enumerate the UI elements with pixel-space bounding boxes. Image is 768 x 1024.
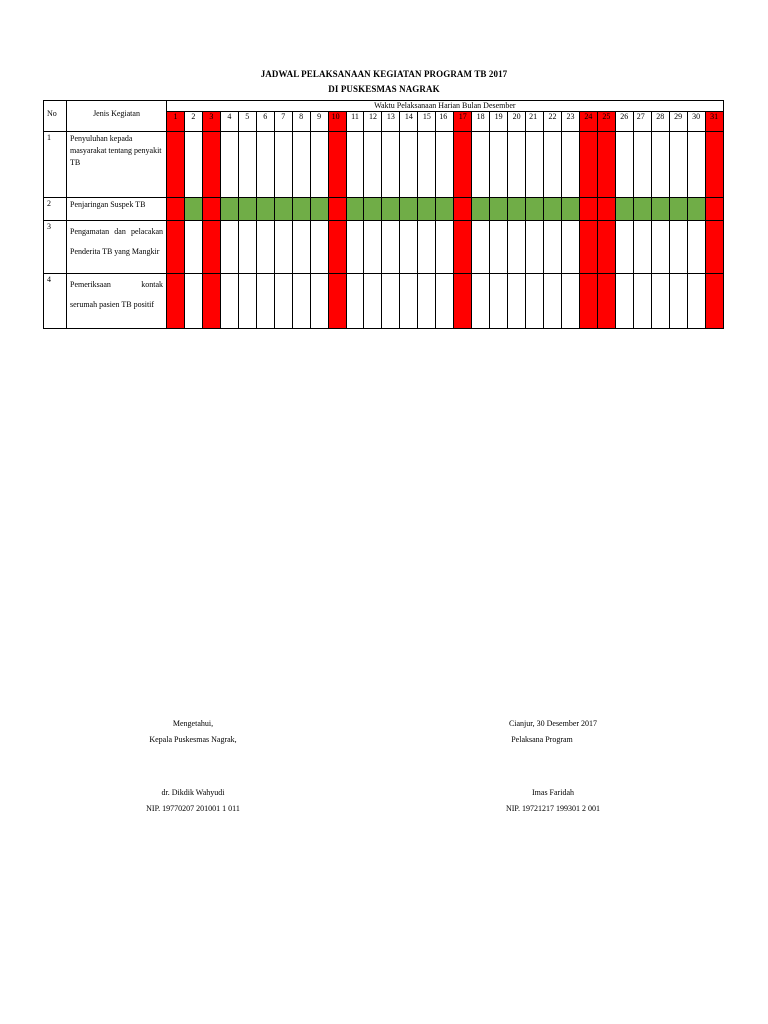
day-header: 13: [382, 112, 400, 132]
empty-cell: [364, 132, 382, 198]
approver-position: Kepala Puskesmas Nagrak,: [149, 735, 237, 744]
holiday-cell: [202, 198, 220, 221]
empty-cell: [346, 274, 364, 329]
day-header: 27: [633, 112, 651, 132]
empty-cell: [651, 274, 669, 329]
day-header: 8: [292, 112, 310, 132]
empty-cell: [490, 221, 508, 274]
empty-cell: [220, 132, 238, 198]
empty-cell: [346, 221, 364, 274]
holiday-cell: [705, 221, 723, 274]
holiday-cell: [167, 274, 185, 329]
day-header: 28: [651, 112, 669, 132]
holiday-cell: [202, 132, 220, 198]
empty-cell: [472, 274, 490, 329]
activity-number: 2: [44, 198, 67, 221]
holiday-cell: [454, 274, 472, 329]
holiday-cell: [328, 132, 346, 198]
activity-number: 4: [44, 274, 67, 329]
day-header: 9: [310, 112, 328, 132]
empty-cell: [184, 221, 202, 274]
empty-cell: [400, 274, 418, 329]
empty-cell: [310, 132, 328, 198]
empty-cell: [472, 132, 490, 198]
empty-cell: [364, 221, 382, 274]
executor-position: Pelaksana Program: [511, 735, 573, 744]
scheduled-cell: [561, 198, 579, 221]
scheduled-cell: [238, 198, 256, 221]
empty-cell: [256, 221, 274, 274]
empty-cell: [687, 274, 705, 329]
empty-cell: [526, 132, 544, 198]
empty-cell: [382, 274, 400, 329]
empty-cell: [184, 274, 202, 329]
activity-name: Penyuluhan kepada masyarakat tentang penyakit TB: [67, 132, 167, 198]
empty-cell: [274, 274, 292, 329]
day-header: 12: [364, 112, 382, 132]
day-header: 4: [220, 112, 238, 132]
day-header: 5: [238, 112, 256, 132]
activity-row: [44, 221, 724, 274]
empty-cell: [526, 221, 544, 274]
empty-cell: [274, 221, 292, 274]
empty-cell: [418, 274, 436, 329]
header-row: [44, 101, 724, 112]
empty-cell: [436, 221, 454, 274]
empty-cell: [561, 221, 579, 274]
empty-cell: [472, 221, 490, 274]
empty-cell: [615, 132, 633, 198]
scheduled-cell: [651, 198, 669, 221]
empty-cell: [669, 221, 687, 274]
scheduled-cell: [615, 198, 633, 221]
empty-cell: [544, 221, 562, 274]
holiday-cell: [167, 198, 185, 221]
day-header: 2: [184, 112, 202, 132]
holiday-cell: [167, 221, 185, 274]
empty-cell: [669, 274, 687, 329]
scheduled-cell: [490, 198, 508, 221]
scheduled-cell: [669, 198, 687, 221]
empty-cell: [633, 221, 651, 274]
scheduled-cell: [310, 198, 328, 221]
header-waktu-pelaksanaan: Waktu Pelaksanaan Harian Bulan Desember: [167, 101, 724, 112]
activity-row: [44, 198, 724, 221]
holiday-cell: [454, 221, 472, 274]
empty-cell: [418, 221, 436, 274]
scheduled-cell: [220, 198, 238, 221]
empty-cell: [544, 132, 562, 198]
day-header: 24: [579, 112, 597, 132]
day-header: 19: [490, 112, 508, 132]
activity-name: Pemeriksaan kontak serumah pasien TB positif: [67, 274, 167, 329]
day-header: 14: [400, 112, 418, 132]
holiday-cell: [579, 132, 597, 198]
empty-cell: [508, 132, 526, 198]
empty-cell: [526, 274, 544, 329]
activity-number: 1: [44, 132, 67, 198]
day-header: 10: [328, 112, 346, 132]
empty-cell: [310, 221, 328, 274]
empty-cell: [633, 132, 651, 198]
document-subtitle: DI PUSKESMAS NAGRAK: [328, 84, 440, 94]
holiday-cell: [579, 274, 597, 329]
scheduled-cell: [526, 198, 544, 221]
day-header: 20: [508, 112, 526, 132]
approver-name: dr. Dikdik Wahyudi: [161, 788, 225, 797]
day-header: 16: [436, 112, 454, 132]
empty-cell: [274, 132, 292, 198]
empty-cell: [508, 221, 526, 274]
scheduled-cell: [274, 198, 292, 221]
empty-cell: [490, 274, 508, 329]
scheduled-cell: [184, 198, 202, 221]
scheduled-cell: [292, 198, 310, 221]
holiday-cell: [328, 221, 346, 274]
holiday-cell: [454, 198, 472, 221]
scheduled-cell: [687, 198, 705, 221]
empty-cell: [220, 221, 238, 274]
document-title: JADWAL PELAKSANAAN KEGIATAN PROGRAM TB 2017: [260, 69, 508, 79]
scheduled-cell: [508, 198, 526, 221]
empty-cell: [292, 274, 310, 329]
holiday-cell: [579, 198, 597, 221]
day-header: 15: [418, 112, 436, 132]
scheduled-cell: [364, 198, 382, 221]
empty-cell: [490, 132, 508, 198]
day-header: 21: [526, 112, 544, 132]
holiday-cell: [705, 274, 723, 329]
day-header: 11: [346, 112, 364, 132]
holiday-cell: [167, 132, 185, 198]
empty-cell: [382, 221, 400, 274]
scheduled-cell: [436, 198, 454, 221]
approver-nip: NIP. 19770207 201001 1 011: [146, 804, 240, 813]
scheduled-cell: [418, 198, 436, 221]
holiday-cell: [597, 198, 615, 221]
empty-cell: [687, 132, 705, 198]
empty-cell: [238, 274, 256, 329]
empty-cell: [436, 132, 454, 198]
day-header: 23: [561, 112, 579, 132]
holiday-cell: [202, 221, 220, 274]
holiday-cell: [328, 274, 346, 329]
scheduled-cell: [256, 198, 274, 221]
scheduled-cell: [346, 198, 364, 221]
empty-cell: [238, 221, 256, 274]
activity-row: [44, 274, 724, 329]
activity-number: 3: [44, 221, 67, 274]
empty-cell: [238, 132, 256, 198]
activity-name: Pengamatan dan pelacakan Penderita TB yang Mangkir: [67, 221, 167, 274]
empty-cell: [544, 274, 562, 329]
empty-cell: [382, 132, 400, 198]
empty-cell: [615, 274, 633, 329]
empty-cell: [615, 221, 633, 274]
holiday-cell: [454, 132, 472, 198]
executor-nip: NIP. 19721217 199301 2 001: [505, 804, 600, 813]
activity-row: [44, 132, 724, 198]
day-header: 6: [256, 112, 274, 132]
empty-cell: [669, 132, 687, 198]
holiday-cell: [705, 132, 723, 198]
day-header: 31: [705, 112, 723, 132]
empty-cell: [561, 274, 579, 329]
empty-cell: [364, 274, 382, 329]
empty-cell: [651, 221, 669, 274]
scheduled-cell: [544, 198, 562, 221]
empty-cell: [561, 132, 579, 198]
place-date: Cianjur, 30 Desember 2017: [508, 719, 598, 728]
day-header: 30: [687, 112, 705, 132]
empty-cell: [256, 132, 274, 198]
header-no: No: [44, 101, 67, 132]
holiday-cell: [597, 274, 615, 329]
day-header: 25: [597, 112, 615, 132]
empty-cell: [256, 274, 274, 329]
empty-cell: [292, 132, 310, 198]
day-header: 1: [167, 112, 185, 132]
empty-cell: [310, 274, 328, 329]
empty-cell: [418, 132, 436, 198]
empty-cell: [633, 274, 651, 329]
day-header: 18: [472, 112, 490, 132]
header-jenis-kegiatan: Jenis Kegiatan: [67, 101, 167, 132]
activity-name: Penjaringan Suspek TB: [67, 198, 167, 221]
schedule-table: [43, 100, 724, 329]
approval-label: Mengetahui,: [172, 719, 214, 728]
holiday-cell: [579, 221, 597, 274]
scheduled-cell: [633, 198, 651, 221]
empty-cell: [292, 221, 310, 274]
holiday-cell: [597, 221, 615, 274]
empty-cell: [220, 274, 238, 329]
empty-cell: [436, 274, 454, 329]
day-header: 26: [615, 112, 633, 132]
day-header: 17: [454, 112, 472, 132]
scheduled-cell: [472, 198, 490, 221]
empty-cell: [184, 132, 202, 198]
empty-cell: [508, 274, 526, 329]
scheduled-cell: [400, 198, 418, 221]
holiday-cell: [597, 132, 615, 198]
empty-cell: [400, 132, 418, 198]
holiday-cell: [202, 274, 220, 329]
empty-cell: [687, 221, 705, 274]
executor-name: Imas Faridah: [532, 788, 574, 797]
holiday-cell: [328, 198, 346, 221]
scheduled-cell: [382, 198, 400, 221]
day-header: 22: [544, 112, 562, 132]
holiday-cell: [705, 198, 723, 221]
day-header: 29: [669, 112, 687, 132]
day-header: 3: [202, 112, 220, 132]
day-header: 7: [274, 112, 292, 132]
empty-cell: [651, 132, 669, 198]
empty-cell: [346, 132, 364, 198]
empty-cell: [400, 221, 418, 274]
